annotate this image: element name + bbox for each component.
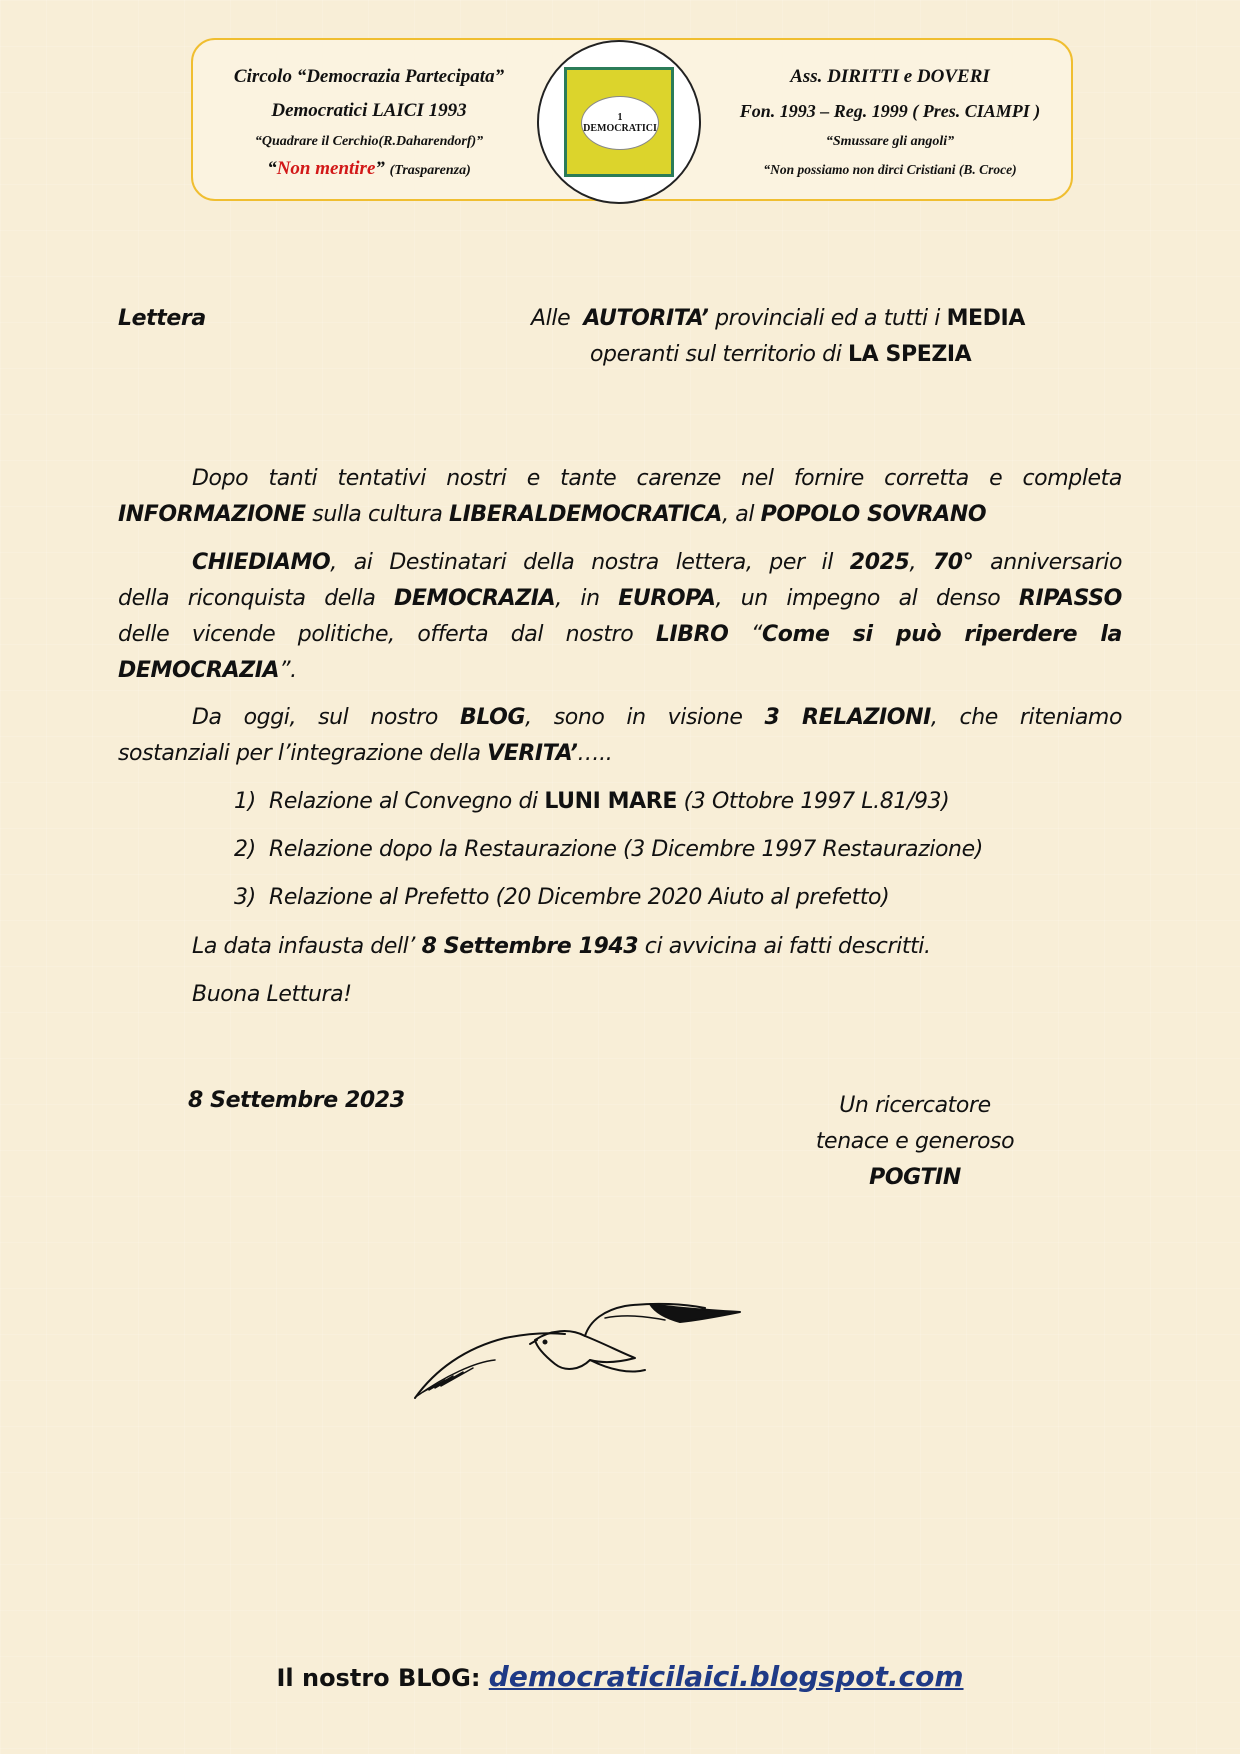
logo-number: 1 [617,112,623,123]
signature-name: POGTIN [869,1165,961,1190]
letterhead-right [705,60,1075,184]
p3-line2: sostanziali per l’integrazione della VERITA’….. [118,741,613,766]
circolo-name: Circolo “Democrazia Partecipata” [233,66,505,87]
association-motto: “Smussare gli angoli” [825,134,955,149]
p2-line1: CHIEDIAMO, ai Destinatari della nostra lettera, per il 2025, 70° anniversario [192,550,1123,575]
doc-type: Lettera [118,306,206,331]
association-founding: Fon. 1993 – Reg. 1999 ( Pres. CIAMPI ) [739,101,1041,121]
p2-line3: delle vicende politiche, offerta dal nostro LIBRO “Come si può riperdere la [118,622,1122,647]
signature-line1: Un ricercatore [839,1093,991,1118]
p2-line4: DEMOCRAZIA”. [118,658,297,683]
signature-block [780,1088,1050,1196]
p2-line2: della riconquista della DEMOCRAZIA, in EUROPA, un impegno al denso RIPASSO [118,586,1122,611]
greeting: Buona Lettura! [192,982,352,1007]
footer [0,1660,1240,1693]
closing-line: La data infausta dell’ 8 Settembre 1943 ci avvicina ai fatti descritti. [192,934,931,959]
list-item: 1) Relazione al Convegno di LUNI MARE (3 Ottobre 1997 L.81/93) [234,789,950,814]
list-item: 3) Relazione al Prefetto (20 Dicembre 2020 Aiuto al prefetto) [234,885,890,910]
p1-line2: INFORMAZIONE sulla cultura LIBERALDEMOCRATICA, al POPOLO SOVRANO [118,502,987,527]
non-mentire-text: Non mentire [276,158,376,179]
circolo-subtitle: Democratici LAICI 1993 [271,100,467,121]
letterhead-left [193,60,545,184]
letter-date: 8 Settembre 2023 [188,1088,405,1113]
logo-square [564,67,674,177]
signature-line2: tenace e generoso [815,1129,1015,1154]
circolo-motto: “Quadrare il Cerchio(R.Daharendorf)” [254,134,484,149]
circolo-slogan: “Non mentire” (Trasparenza) [267,158,471,179]
blog-link[interactable]: democraticilaici.blogspot.com [488,1660,964,1693]
association-quote: “Non possiamo non dirci Cristiani (B. Croce) [763,162,1017,177]
blog-label: Il nostro BLOG: [276,1664,489,1692]
list-item: 2) Relazione dopo la Restaurazione (3 Dicembre 1997 Restaurazione) [234,837,983,862]
p3-line1: Da oggi, sul nostro BLOG, sono in visione 3 RELAZIONI, che riteniamo [192,705,1123,730]
recipients-line2: operanti sul territorio di LA SPEZIA [590,342,972,367]
association-name: Ass. DIRITTI e DOVERI [790,66,990,87]
democratici-logo [537,40,701,204]
logo-oval [581,96,659,150]
p1-line1: Dopo tanti tentativi nostri e tante carenze nel fornire corretta e completa [192,466,1122,491]
logo-text: DEMOCRATICI [583,123,657,134]
recipients-line1: Alle AUTORITA’ provinciali ed a tutti i MEDIA [531,306,1025,331]
seagull-illustration [405,1300,750,1410]
